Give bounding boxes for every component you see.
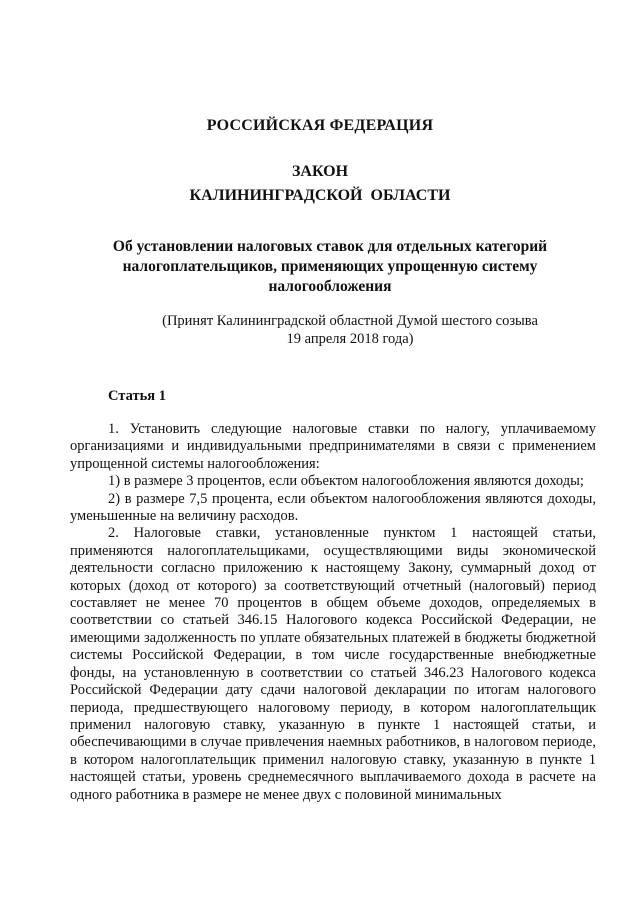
paragraph: 1) в размере 3 процентов, если объектом налогообложения являются доходы; xyxy=(108,473,584,490)
adoption-note xyxy=(140,312,560,348)
law-title-line: Об установлении налоговых ставок для отдельных категорий xyxy=(112,238,548,255)
paragraph: 1. Установить следующие налоговые ставки по налогу, уплачиваемому организациями и индивидуальными предпринимателями в связи с применением упрощенной системы налогообложения: xyxy=(70,421,596,472)
article-body xyxy=(70,421,596,804)
adoption-note-line: (Принят Калининградской областной Думой шестого созыва xyxy=(162,313,538,329)
law-label: ЗАКОН xyxy=(291,163,349,180)
document-header xyxy=(0,114,640,208)
country-heading: РОССИЙСКАЯ ФЕДЕРАЦИЯ xyxy=(206,117,434,134)
law-title xyxy=(60,237,600,297)
law-title-line: налогоплательщиков, применяющих упрощенную систему xyxy=(122,258,538,275)
paragraph: 2. Налоговые ставки, установленные пунктом 1 настоящей статьи, применяются налогоплательщиками, осуществляющими виды экономической деятельности согласно приложению к настоящему Закону, суммарный доход от которых (доход от которого) за соответствующий отчетный (налоговый) период составляет не менее 70 процентов в общем объеме доходов, определяемых в соответствии со статьей 346.15 Налогового кодекса Российской Федерации, не имеющими задолженность по уплате обязательных платежей в бюджеты бюджетной системы Российской Федерации, в том числе государственные внебюджетные фонды, на установленную в соответствии со статьей 346.23 Налогового кодекса Российской Федерации дату сдачи налоговой декларации по итогам налогового периода, предшествующего налоговому периоду, в котором налогоплательщик применил налоговую ставку, указанную в пункте 1 настоящей статьи, и обеспечивающими в случае привлечения наемных работников, в налоговом периоде, в котором налогоплательщик применил налоговую ставку, указанную в пункте 1 настоящей статьи, уровень среднемесячного выплачиваемого дохода в расчете на одного работника в размере не менее двух с половиной минимальных xyxy=(70,525,596,803)
article-heading: Статья 1 xyxy=(108,388,166,404)
paragraph: 2) в размере 7,5 процента, если объектом налогообложения являются доходы, уменьшенные на величину расходов. xyxy=(70,490,596,525)
adoption-note-line: 19 апреля 2018 года) xyxy=(286,331,414,347)
law-title-line: налогообложения xyxy=(268,278,392,295)
region-heading: КАЛИНИНГРАДСКОЙ ОБЛАСТИ xyxy=(189,187,451,204)
